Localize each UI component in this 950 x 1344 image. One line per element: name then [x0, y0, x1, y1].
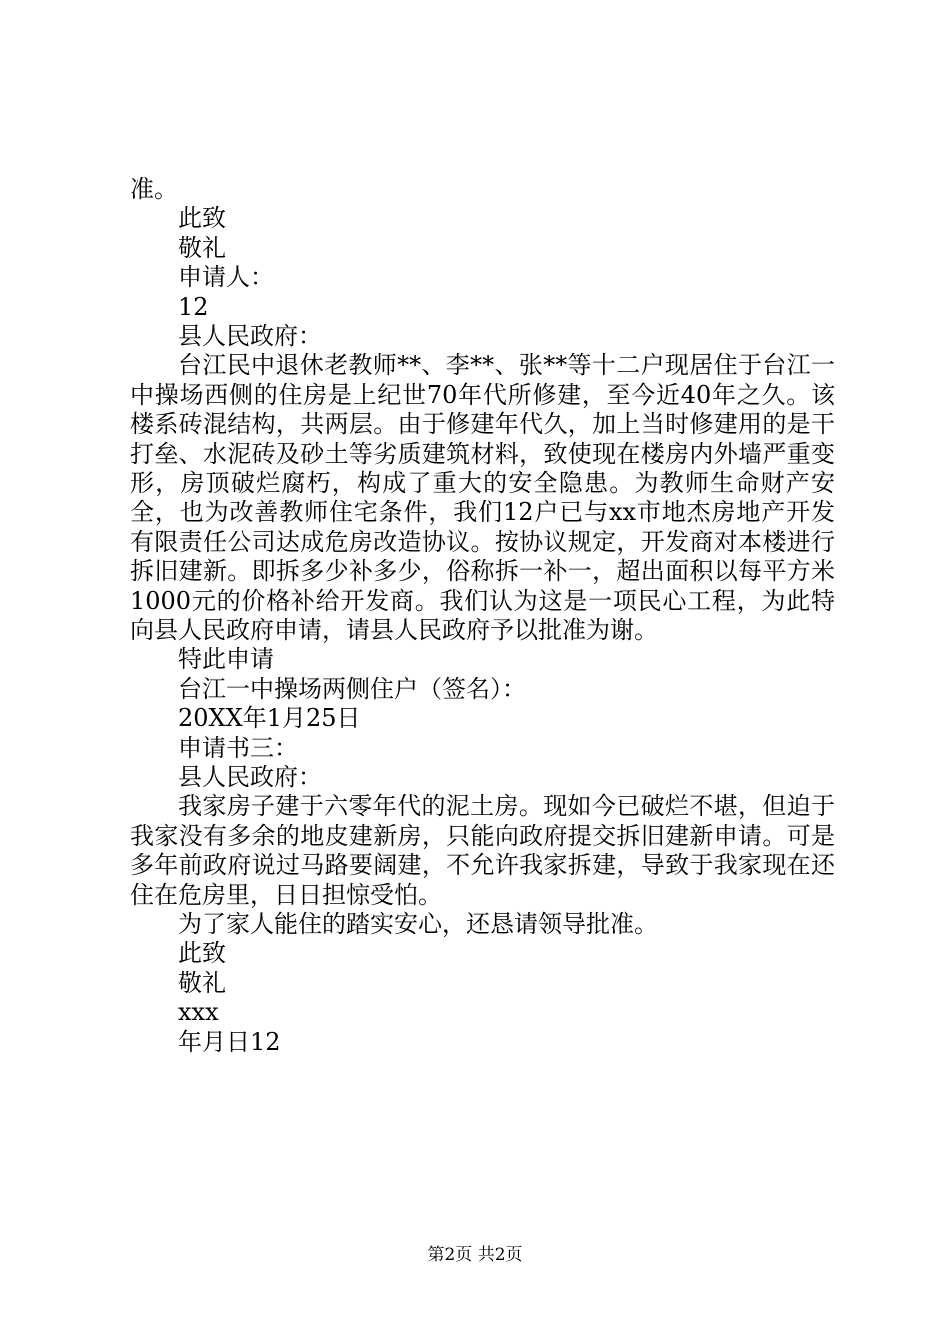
letter1-salute: 敬礼: [178, 233, 226, 262]
page-footer: [0, 1244, 950, 1266]
letter3-signer: xxx: [178, 998, 219, 1027]
letter3-date: 年月日12: [178, 1027, 281, 1056]
letter3-heading: 申请书三：: [178, 733, 298, 762]
letter2-body: 台江民中退休老教师**、李**、张**等十二户现居住于台江一中操场西侧的住房是上纪世70年代所修建，至今近40年之久。该楼系砖混结构，共两层。由于修建年代久，加上当时修建用的是干打垒、水泥砖及砂土等劣质建筑材料，致使现在楼房内外墙严重变形，房顶破烂腐朽，构成了重大的安全隐患。为教师生命财产安全，也为改善教师住宅条件，我们12户已与xx市地杰房地产开发有限责任公司达成危房改造协议。按协议规定，开发商对本楼进行拆旧建新。即拆多少补多少，俗称拆一补一，超出面积以每平方米1000元的价格补给开发商。我们认为这是一项民心工程，为此特向县人民政府申请，请县人民政府予以批准为谢。: [130, 351, 835, 644]
page-number-label: 第2页 共2页: [427, 1245, 523, 1265]
letter2-signature: 台江一中操场两侧住户（签名）：: [178, 674, 526, 703]
letter2-date: 20XX年1月25日: [178, 704, 361, 733]
continuation-text: 准。: [130, 175, 178, 203]
letter3-closing: 此致: [178, 939, 226, 968]
document-body: [130, 175, 835, 1057]
letter3-addressee: 县人民政府：: [178, 762, 322, 791]
letter2-closing: 特此申请: [178, 645, 274, 674]
letter3-salute: 敬礼: [178, 968, 226, 997]
letter1-number: 12: [178, 292, 209, 321]
letter3-body: 我家房子建于六零年代的泥土房。现如今已破烂不堪，但迫于我家没有多余的地皮建新房，只能向政府提交拆旧建新申请。可是多年前政府说过马路要阔建，不允许我家拆建，导致于我家现在还住在危房里，日日担惊受怕。: [130, 792, 835, 909]
letter3-request: 为了家人能住的踏实安心，还恳请领导批准。: [178, 909, 658, 938]
letter1-applicant: 申请人：: [178, 263, 274, 292]
letter1-closing: 此致: [178, 204, 226, 233]
letter2-addressee: 县人民政府：: [178, 321, 322, 350]
